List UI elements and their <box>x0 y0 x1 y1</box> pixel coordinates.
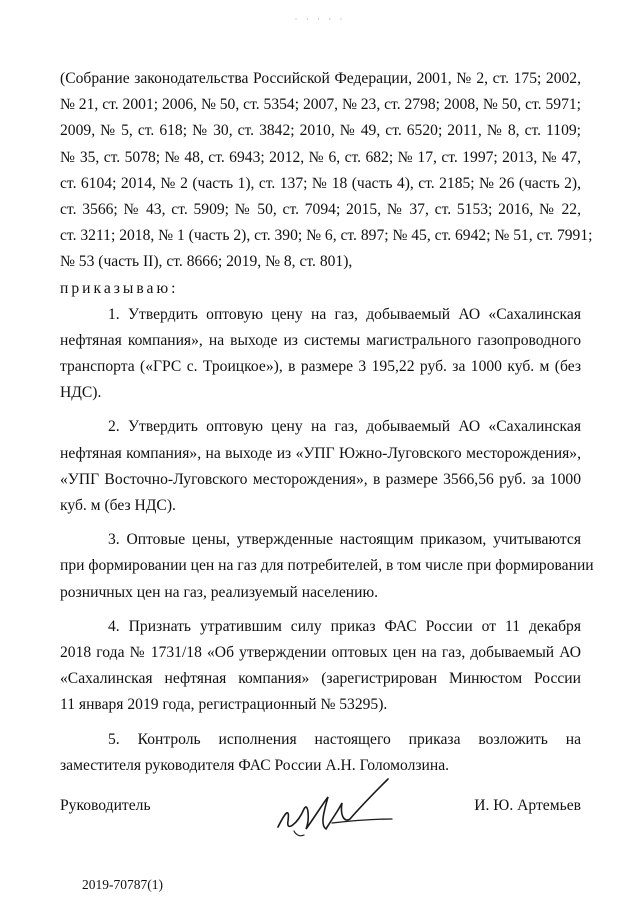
text-line: «Сахалинская нефтяная компания» (зарегистрирован Минюстом России <box>60 670 581 688</box>
text-line: 2. Утвердить оптовую цену на газ, добываемый АО «Сахалинская <box>108 418 581 436</box>
paragraph-gap <box>60 719 581 727</box>
text-line: нефтяная компания», на выходе из системы магистрального газопроводного <box>60 331 581 349</box>
paragraph-gap <box>60 606 581 614</box>
text-line: (Собрание законодательства Российской Федерации, 2001, № 2, ст. 175; 2002, <box>60 70 581 87</box>
paragraph-gap <box>60 519 581 527</box>
text-line: ст. 3566; № 43, ст. 5909; № 50, ст. 7094; 2015, № 37, ст. 5153; 2016, № 22, <box>60 200 581 218</box>
text-line: заместителя руководителя ФАС России А.Н. Голомолзина. <box>60 756 450 774</box>
signature-block <box>60 787 581 847</box>
text-line: 11 января 2019 года, регистрационный № 53295). <box>60 696 388 714</box>
text-line: ст. 6104; 2014, № 2 (часть 1), ст. 137; № 18 (часть 4), ст. 2185; № 26 (часть 2), <box>60 174 581 192</box>
text-line: ст. 3211; 2018, № 1 (часть 2), ст. 390; № 6, ст. 897; № 45, ст. 6942; № 51, ст. 7991; <box>60 227 593 245</box>
text-line: № 21, ст. 2001; 2006, № 50, ст. 5354; 2007, № 23, ст. 2798; 2008, № 50, ст. 5971; <box>60 96 581 114</box>
scan-header-marks: · · · · · <box>294 14 346 24</box>
text-line: 5. Контроль исполнения настоящего приказа возложить на <box>108 730 581 748</box>
text-line: НДС). <box>60 384 102 402</box>
document-body <box>60 66 594 779</box>
text-line: нефтяная компания», на выходе из «УПГ Южно-Луговского месторождения», <box>60 444 581 462</box>
text-line: «УПГ Восточно-Луговского месторождения», в размере 3566,56 руб. за 1000 <box>60 470 581 488</box>
text-line: 2009, № 5, ст. 618; № 30, ст. 3842; 2010, № 49, ст. 6520; 2011, № 8, ст. 1109; <box>60 122 581 140</box>
text-line: № 53 (часть II), ст. 8666; 2019, № 8, ст. 801), <box>60 253 353 271</box>
text-line: 2018 года № 1731/18 «Об утверждении оптовых цен на газ, добываемый АО <box>60 643 581 661</box>
text-line: приказываю: <box>60 279 179 297</box>
signatory-title: Руководитель <box>60 797 151 814</box>
signatory-name: И. Ю. Артемьев <box>474 797 581 814</box>
text-line: № 35, ст. 5078; № 48, ст. 6943; 2012, № 6, ст. 682; № 17, ст. 1997; 2013, № 47, <box>60 148 581 166</box>
text-line: куб. м (без НДС). <box>60 497 176 514</box>
paragraph-gap <box>60 406 581 414</box>
text-line: 3. Оптовые цены, утвержденные настоящим приказом, учитываются <box>108 531 581 549</box>
text-line: транспорта («ГРС с. Троицкое»), в размере 3 195,22 руб. за 1000 куб. м (без <box>60 358 581 376</box>
text-line: 4. Признать утратившим силу приказ ФАС России от 11 декабря <box>108 617 581 635</box>
handwritten-signature <box>270 775 400 845</box>
text-line: розничных цен на газ, реализуемый населению. <box>60 583 379 601</box>
document-number: 2019-70787(1) <box>82 877 163 892</box>
text-line: 1. Утвердить оптовую цену на газ, добываемый АО «Сахалинская <box>108 305 581 323</box>
text-line: при формировании цен на газ для потребителей, в том числе при формировании <box>60 557 594 575</box>
